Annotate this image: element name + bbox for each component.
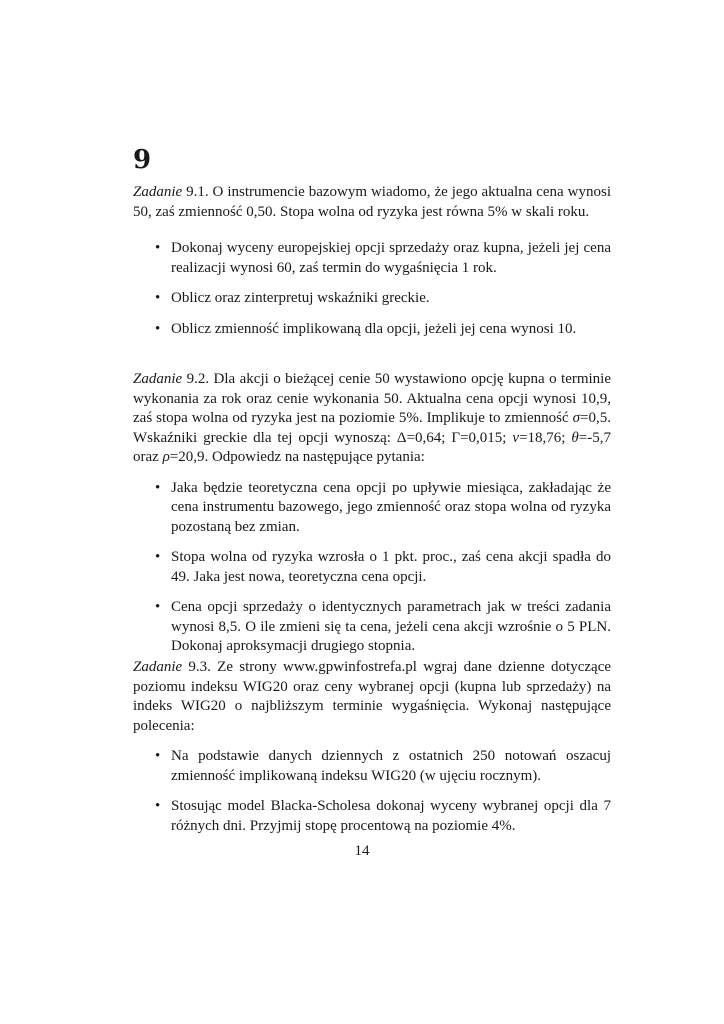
list-item [155, 747, 611, 786]
list-item [155, 548, 611, 587]
bullet-icon: • [155, 240, 161, 256]
delta-symbol: Δ [396, 429, 407, 446]
list-item-text: Dokonaj wyceny europejskiej opcji sprzedaży oraz kupna, jeżeli jej cena realizacji wynosi 60, zaś termin do wygaśnięcia 1 rok. [171, 240, 611, 276]
page-number: 14 [354, 843, 370, 859]
bullet-icon: • [155, 599, 161, 615]
list-item [155, 320, 611, 340]
task-intro [133, 658, 611, 736]
nu-value: =18,76; [519, 429, 572, 446]
task-text: Ze strony www.gpwinfostrefa.pl wgraj dane dzienne dotyczące poziomu indeksu WIG20 oraz ceny wybranej opcji (kupna lub sprzedaży) na indeks WIG20 o najbliższym terminie wygaśnięcia. Wykonaj następujące polecenia: [133, 659, 612, 734]
task-question-list [133, 747, 611, 836]
task-number: 9.1. [186, 184, 209, 200]
bullet-icon: • [155, 290, 161, 306]
task-9-1 [133, 183, 611, 339]
list-item-text: Stopa wolna od ryzyka wzrosła o 1 pkt. proc., zaś cena akcji spadła do 49. Jaka jest nowa, teoretyczna cena opcji. [171, 549, 611, 585]
list-item [155, 479, 611, 538]
theta-symbol: θ [571, 429, 579, 446]
task-9-2 [133, 370, 611, 657]
list-item-text: Oblicz zmienność implikowaną dla opcji, jeżeli jej cena wynosi 10. [171, 320, 577, 337]
bullet-icon: • [155, 549, 161, 565]
task-number: 9.2. [186, 371, 210, 387]
bullet-icon: • [155, 320, 161, 337]
task-label: Zadanie [133, 659, 183, 675]
task-question-list [133, 479, 611, 657]
sigma-symbol: σ [572, 410, 581, 426]
theta-value: =-5,7 oraz [133, 429, 611, 465]
task-label: Zadanie [133, 371, 183, 387]
sigma-value: =0,5. Wskaźniki greckie dla tej opcji wynoszą: [133, 410, 611, 446]
bullet-icon: • [155, 479, 161, 496]
task-intro [133, 370, 611, 468]
list-item [155, 797, 611, 836]
list-item [155, 598, 611, 657]
list-item-text: Cena opcji sprzedaży o identycznych parametrach jak w treści zadania wynosi 8,5. O ile zmieni się ta cena, jeżeli cena akcji wzrośnie o 5 PLN. Dokonaj aproksymacji drugiego stopnia. [171, 599, 611, 654]
list-item-text: Jaka będzie teoretyczna cena opcji po upływie miesiąca, zakładając że cena instrumentu bazowego, jego zmienność oraz stopa wolna od ryzyka pozostaną bez zmian. [171, 479, 611, 535]
gamma-symbol: Γ [451, 429, 461, 446]
rho-symbol: ρ [162, 449, 170, 465]
task-number: 9.3. [188, 659, 211, 675]
list-item-text: Oblicz oraz zinterpretuj wskaźniki greckie. [171, 290, 430, 306]
bullet-icon: • [155, 748, 161, 764]
list-item [155, 289, 611, 309]
bullet-icon: • [155, 798, 161, 814]
gamma-value: =0,015; [460, 429, 513, 446]
chapter-number: 9 [133, 145, 152, 175]
list-item [155, 239, 611, 278]
nu-symbol: ν [512, 429, 520, 446]
task-intro [133, 183, 611, 222]
rho-value: =20,9. Odpowiedz na następujące pytania: [169, 449, 425, 465]
list-item-text: Stosując model Blacka-Scholesa dokonaj wyceny wybranej opcji dla 7 różnych dni. Przyjmij stopę procentową na poziomie 4%. [171, 798, 611, 834]
list-item-text: Na podstawie danych dziennych z ostatnich 250 notowań oszacuj zmienność implikowaną indeksu WIG20 (w ujęciu rocznym). [171, 748, 611, 784]
task-question-list [133, 239, 611, 339]
task-text: O instrumencie bazowym wiadomo, że jego aktualna cena wynosi 50, zaś zmienność 0,50. Stopa wolna od ryzyka jest równa 5% w skali roku. [133, 184, 611, 220]
task-label: Zadanie [133, 184, 183, 200]
delta-value: =0,64; [406, 429, 452, 446]
task-9-3 [133, 658, 611, 836]
task-text: Dla akcji o bieżącej cenie 50 wystawiono opcję kupna o terminie wykonania za rok oraz cenie wykonania 50. Aktualna cena opcji wynosi 10,9, zaś stopa wolna od ryzyka jest na poziomie 5%. Implikuje to zmienność [133, 371, 612, 426]
